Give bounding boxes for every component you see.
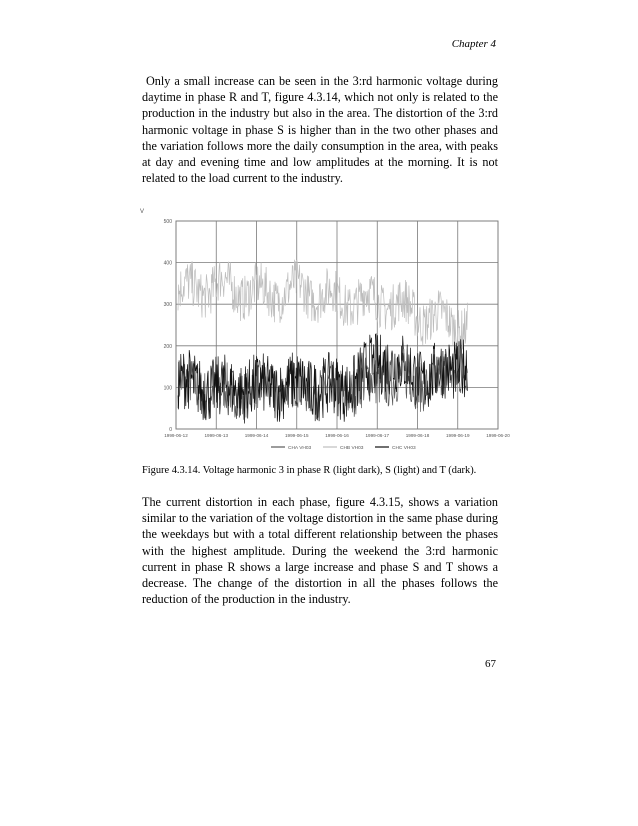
x-tick-label: 1999-06-19 [446, 433, 470, 438]
y-tick-label: 100 [163, 385, 172, 392]
y-tick-label: 200 [163, 343, 172, 350]
page-header: Chapter 4 [451, 38, 496, 50]
page-number: 67 [485, 658, 496, 670]
x-tick-label: 1999-06-15 [285, 433, 309, 438]
legend-label: CHB VH03 [340, 446, 364, 451]
figure-caption: Figure 4.3.14. Voltage harmonic 3 in phase R (light dark), S (light) and T (dark). [142, 465, 477, 476]
paragraph-1: Only a small increase can be seen in the 3:rd harmonic voltage during daytime in phase R and T, figure 4.3.14, which not only is related to the production in the industry but also in the area. The distortion of the 3:rd harmonic voltage in phase S is higher than in the two other phases and the variation follows more the daily consumption in the area, with peaks at day and evening time and low amplitudes at the morning. It is not related to the load current to the industry. [142, 74, 498, 186]
paragraph-2: The current distortion in each phase, figure 4.3.15, shows a variation similar to the variation of the voltage distortion in the same phase during the weekdays but with a total different relationship between the phases with the highest amplitude. During the weekend the 3:rd harmonic current in phase R shows a large increase and phase S and T shows a decrease. The change of the distortion in all the phases follows the reduction of the production in the industry. [142, 495, 498, 607]
legend-label: CHC VH03 [392, 446, 416, 451]
y-tick-label: 300 [163, 302, 172, 309]
legend-label: CHA VH03 [288, 446, 312, 451]
y-tick-label: 500 [163, 219, 172, 225]
x-tick-label: 1999-06-14 [244, 433, 269, 438]
x-tick-label: 1999-06-16 [325, 433, 349, 438]
x-tick-label: 1999-06-20 [486, 433, 510, 438]
voltage-harmonic-chart [140, 205, 510, 453]
y-tick-label: 0 [169, 427, 172, 433]
y-axis-label: V [140, 209, 145, 215]
y-tick-label: 400 [163, 260, 172, 267]
x-tick-label: 1999-06-13 [204, 433, 228, 438]
x-tick-label: 1999-06-18 [405, 433, 430, 438]
x-tick-label: 1999-06-17 [365, 433, 389, 438]
x-tick-label: 1999-06-12 [164, 433, 188, 438]
